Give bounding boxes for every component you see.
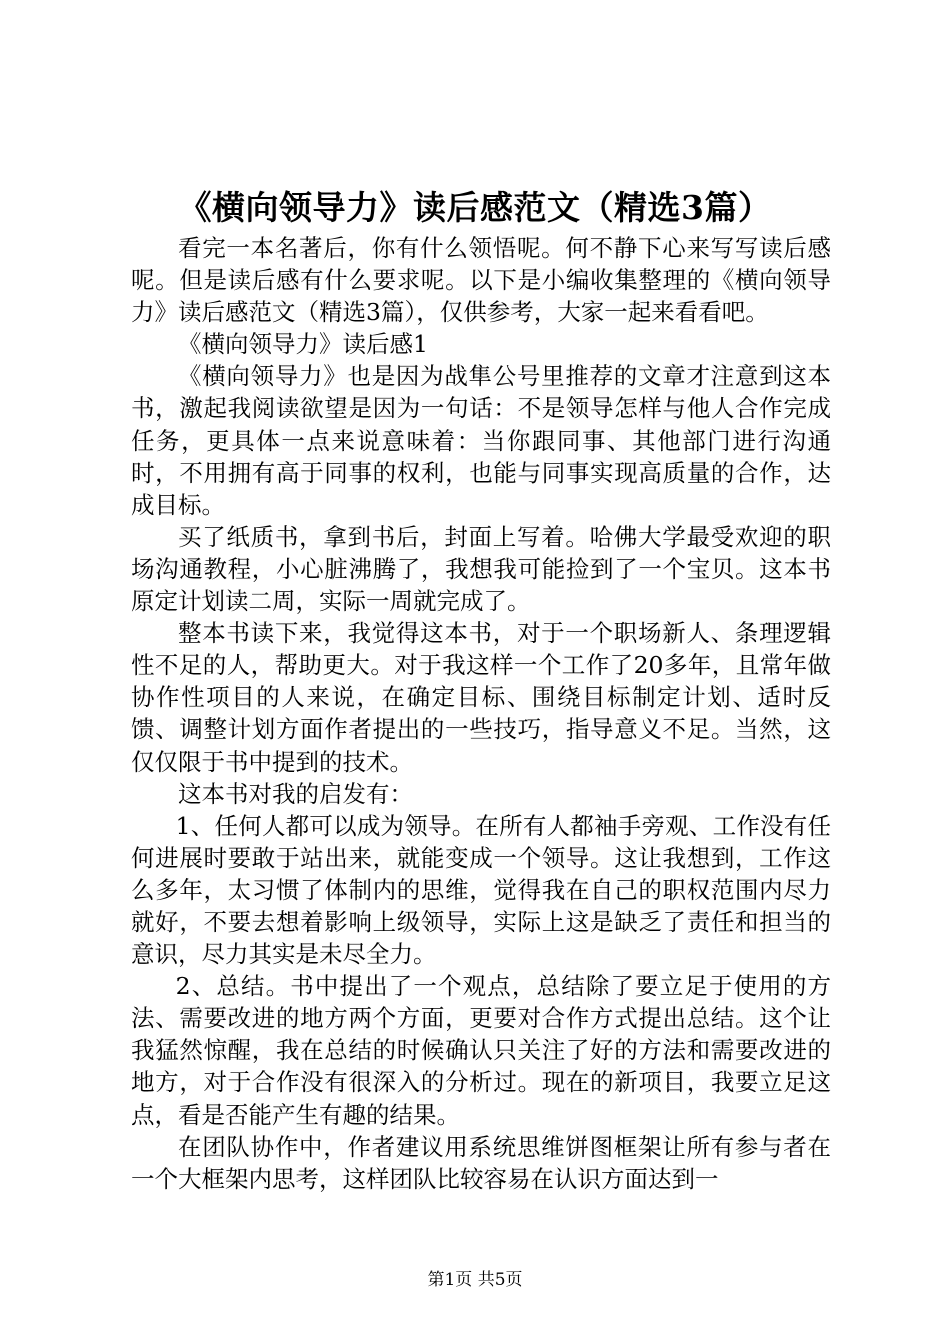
document-body xyxy=(131,232,831,1195)
body-paragraph: 在团队协作中，作者建议用系统思维饼图框架让所有参与者在一个大框架内思考，这样团队比较容易在认识方面达到一 xyxy=(131,1132,831,1193)
list-item: 2、总结。书中提出了一个观点，总结除了要立足于使用的方法、需要改进的地方两个方面，更要对合作方式提出总结。这个让我猛然惊醒，我在总结的时候确认只关注了好的方法和需要改进的地方，对于合作没有很深入的分析过。现在的新项目，我要立足这点，看是否能产生有趣的结果。 xyxy=(131,972,831,1129)
body-paragraph: 整本书读下来，我觉得这本书，对于一个职场新人、条理逻辑性不足的人，帮助更大。对于我这样一个工作了20多年，且常年做协作性项目的人来说，在确定目标、围绕目标制定计划、适时反馈、调整计划方面作者提出的一些技巧，指导意义不足。当然，这仅仅限于书中提到的技术。 xyxy=(131,619,831,776)
body-paragraph: 这本书对我的启发有： xyxy=(178,779,413,808)
intro-paragraph: 看完一本名著后，你有什么领悟呢。何不静下心来写写读后感呢。但是读后感有什么要求呢。以下是小编收集整理的《横向领导力》读后感范文（精选3篇），仅供参考，大家一起来看看吧。 xyxy=(131,234,831,327)
document-title: 《横向领导力》读后感范文（精选3篇） xyxy=(178,188,772,227)
page-footer: 第1页 共5页 xyxy=(427,1270,523,1290)
list-item: 1、任何人都可以成为领导。在所有人都袖手旁观、工作没有任何进展时要敢于站出来，就能变成一个领导。这让我想到，工作这么多年，太习惯了体制内的思维，觉得我在自己的职权范围内尽力就好，不要去想着影响上级领导，实际上这是缺乏了责任和担当的意识，尽力其实是未尽全力。 xyxy=(131,811,831,969)
body-paragraph: 《横向领导力》也是因为战隼公号里推荐的文章才注意到这本书，激起我阅读欲望是因为一句话：不是领导怎样与他人合作完成任务，更具体一点来说意味着：当你跟同事、其他部门进行沟通时，不用拥有高于同事的权利，也能与同事实现高质量的合作，达成目标。 xyxy=(131,362,831,519)
body-paragraph: 买了纸质书，拿到书后，封面上写着。哈佛大学最受欢迎的职场沟通教程，小心脏沸腾了，我想我可能捡到了一个宝贝。这本书原定计划读二周，实际一周就完成了。 xyxy=(131,522,831,616)
section-heading: 《横向领导力》读后感1 xyxy=(178,330,428,359)
